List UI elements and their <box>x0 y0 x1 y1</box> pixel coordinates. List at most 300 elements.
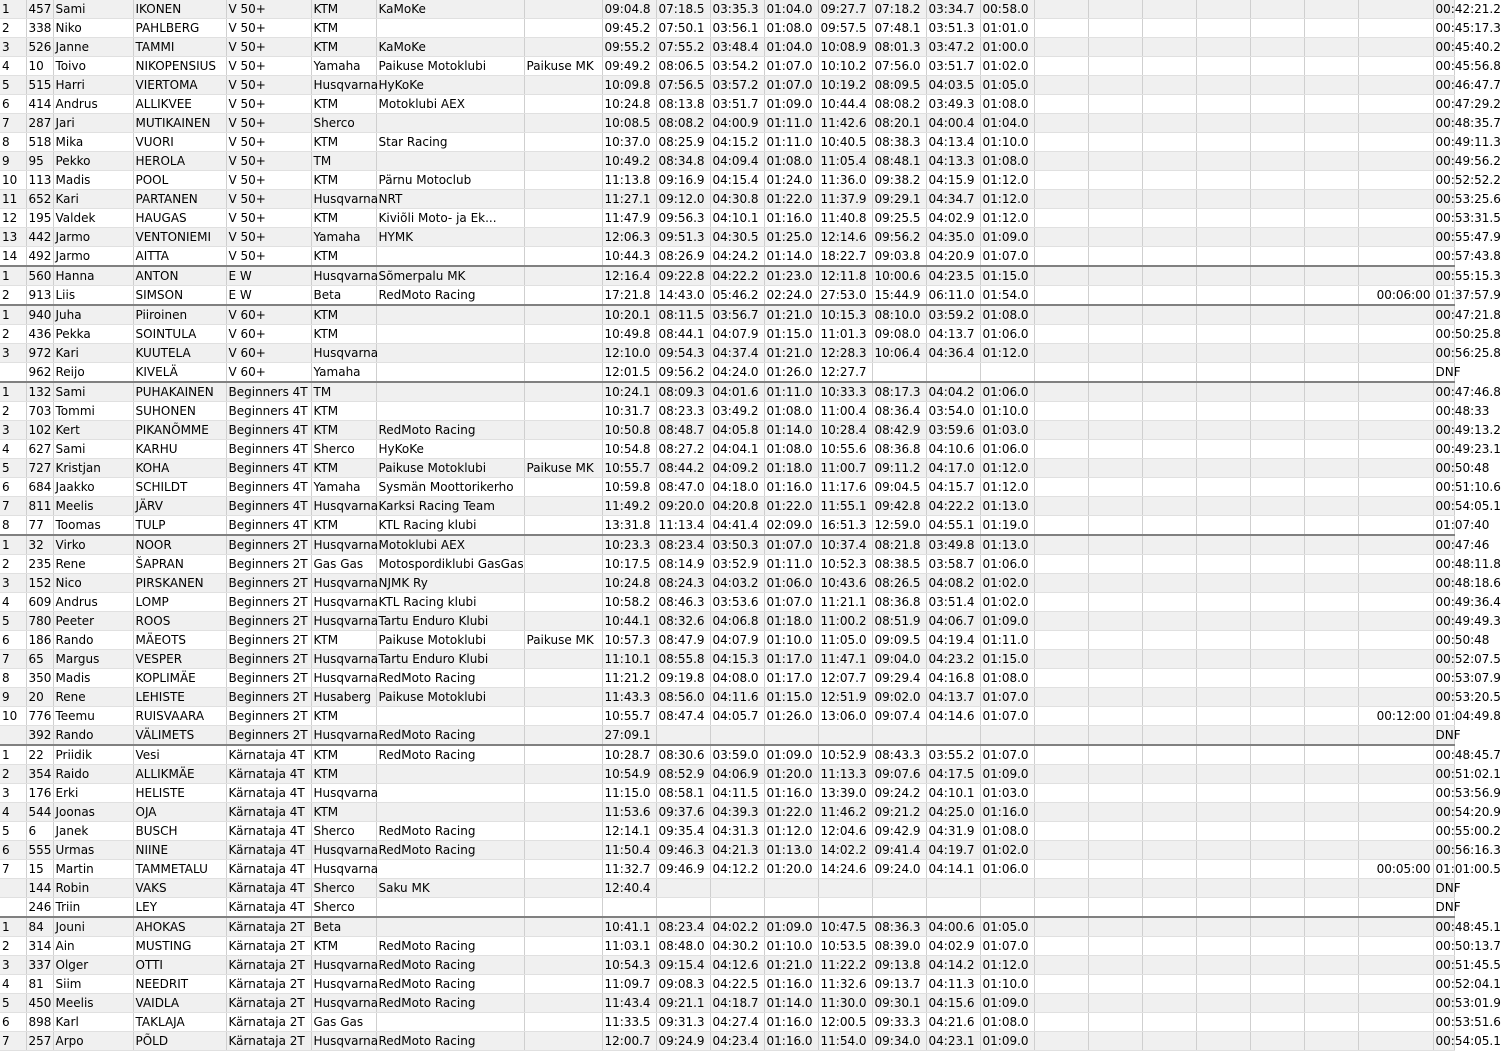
class-cell: V 50+ <box>226 209 311 228</box>
empty-cell <box>1034 114 1088 133</box>
lap-time-cell: 01:03.0 <box>980 421 1034 440</box>
position-cell: 7 <box>0 114 26 133</box>
lap-time-cell: 03:48.4 <box>710 38 764 57</box>
empty-cell <box>1196 478 1250 497</box>
last-name-cell: HEROLA <box>133 152 226 171</box>
lap-time-cell: 09:02.0 <box>872 688 926 707</box>
lap-time-cell: 01:04.0 <box>980 114 1034 133</box>
lap-time-cell: 10:54.3 <box>602 956 656 975</box>
first-name-cell: Valdek <box>53 209 133 228</box>
empty-cell <box>1196 555 1250 574</box>
lap-time-cell: 08:20.1 <box>872 114 926 133</box>
total-time-cell: 00:53:56.9 <box>1433 784 1454 803</box>
lap-time-cell: 01:07.0 <box>980 745 1034 765</box>
club-short-cell <box>524 497 602 516</box>
lap-time-cell: 04:10.1 <box>710 209 764 228</box>
lap-time-cell: 01:13.0 <box>980 535 1034 555</box>
empty-cell <box>1088 879 1142 898</box>
first-name-cell: Triin <box>53 898 133 918</box>
class-cell: V 50+ <box>226 228 311 247</box>
empty-cell <box>1304 650 1358 669</box>
lap-time-cell: 04:10.6 <box>926 440 980 459</box>
position-cell: 4 <box>0 593 26 612</box>
lap-time-cell: 01:16.0 <box>764 1032 818 1051</box>
club-cell: Motospordiklubi GasGas <box>376 555 524 574</box>
club-short-cell <box>524 247 602 267</box>
penalty-cell <box>1358 574 1433 593</box>
lap-time-cell: 07:18.5 <box>656 0 710 19</box>
lap-time-cell: 04:15.3 <box>710 650 764 669</box>
lap-time-cell: 10:28.7 <box>602 745 656 765</box>
club-cell: HYMK <box>376 228 524 247</box>
lap-time-cell: 01:15.0 <box>980 266 1034 286</box>
class-cell: Beginners 2T <box>226 535 311 555</box>
empty-cell <box>1034 95 1088 114</box>
empty-cell <box>1196 497 1250 516</box>
club-cell: RedMoto Racing <box>376 841 524 860</box>
last-name-cell: JÄRV <box>133 497 226 516</box>
empty-cell <box>1196 650 1250 669</box>
empty-cell <box>1088 497 1142 516</box>
empty-cell <box>1142 95 1196 114</box>
lap-time-cell: 11:33.5 <box>602 1013 656 1032</box>
lap-time-cell: 11:46.2 <box>818 803 872 822</box>
empty-cell <box>1034 266 1088 286</box>
table-row <box>0 726 1454 746</box>
lap-time-cell: 01:10.0 <box>764 631 818 650</box>
lap-time-cell: 04:13.3 <box>926 152 980 171</box>
position-cell: 5 <box>0 822 26 841</box>
last-name-cell: KOHA <box>133 459 226 478</box>
first-name-cell: Mika <box>53 133 133 152</box>
empty-cell <box>1034 382 1088 402</box>
lap-time-cell: 11:21.1 <box>818 593 872 612</box>
empty-cell <box>1250 650 1304 669</box>
total-time-cell: 00:48:11.8 <box>1433 555 1454 574</box>
motorcycle-cell: Sherco <box>311 822 376 841</box>
empty-cell <box>1304 286 1358 306</box>
empty-cell <box>1196 305 1250 325</box>
lap-time-cell: 01:07.0 <box>764 535 818 555</box>
lap-time-cell: 11:49.2 <box>602 497 656 516</box>
lap-time-cell: 01:01.0 <box>980 19 1034 38</box>
empty-cell <box>1142 1013 1196 1032</box>
lap-time-cell: 09:04.0 <box>872 650 926 669</box>
lap-time-cell: 03:56.1 <box>710 19 764 38</box>
empty-cell <box>1034 841 1088 860</box>
motorcycle-cell: KTM <box>311 803 376 822</box>
lap-time-cell: 09:42.8 <box>872 497 926 516</box>
table-row <box>0 1013 1454 1032</box>
empty-cell <box>1034 459 1088 478</box>
lap-time-cell: 08:08.2 <box>656 114 710 133</box>
lap-time-cell: 01:03.0 <box>980 784 1034 803</box>
empty-cell <box>1034 707 1088 726</box>
lap-time-cell: 10:58.2 <box>602 593 656 612</box>
lap-time-cell: 10:57.3 <box>602 631 656 650</box>
motorcycle-cell: KTM <box>311 133 376 152</box>
empty-cell <box>1142 535 1196 555</box>
lap-time-cell: 10:00.6 <box>872 266 926 286</box>
empty-cell <box>1088 1013 1142 1032</box>
empty-cell <box>1142 76 1196 95</box>
empty-cell <box>1088 171 1142 190</box>
total-time-cell: 00:45:40.2 <box>1433 38 1454 57</box>
lap-time-cell: 04:02.2 <box>710 917 764 937</box>
lap-time-cell: 01:08.0 <box>980 152 1034 171</box>
lap-time-cell: 03:59.0 <box>710 745 764 765</box>
lap-time-cell <box>980 898 1034 918</box>
empty-cell <box>1250 325 1304 344</box>
lap-time-cell <box>818 879 872 898</box>
lap-time-cell: 09:25.5 <box>872 209 926 228</box>
lap-time-cell: 08:44.2 <box>656 459 710 478</box>
first-name-cell: Rene <box>53 688 133 707</box>
first-name-cell: Kari <box>53 190 133 209</box>
class-cell: V 50+ <box>226 114 311 133</box>
empty-cell <box>1088 688 1142 707</box>
last-name-cell: OTTI <box>133 956 226 975</box>
lap-time-cell: 04:17.5 <box>926 765 980 784</box>
total-time-cell: 00:42:21.2 <box>1433 0 1454 19</box>
penalty-cell <box>1358 803 1433 822</box>
lap-time-cell: 01:12.0 <box>980 190 1034 209</box>
lap-time-cell: 04:27.4 <box>710 1013 764 1032</box>
start-number-cell: 314 <box>26 937 53 956</box>
table-row <box>0 305 1454 325</box>
empty-cell <box>1304 305 1358 325</box>
class-cell: Beginners 4T <box>226 516 311 536</box>
table-row <box>0 0 1454 19</box>
first-name-cell: Madis <box>53 669 133 688</box>
last-name-cell: LEHISTE <box>133 688 226 707</box>
start-number-cell: 102 <box>26 421 53 440</box>
club-cell: RedMoto Racing <box>376 937 524 956</box>
empty-cell <box>1142 669 1196 688</box>
total-time-cell: DNF <box>1433 879 1454 898</box>
penalty-cell <box>1358 669 1433 688</box>
club-cell <box>376 917 524 937</box>
class-cell: Kärnataja 2T <box>226 1032 311 1051</box>
position-cell <box>0 363 26 383</box>
start-number-cell: 354 <box>26 765 53 784</box>
total-time-cell: 00:48:45.1 <box>1433 917 1454 937</box>
last-name-cell: MÄEOTS <box>133 631 226 650</box>
empty-cell <box>1304 459 1358 478</box>
lap-time-cell: 08:38.5 <box>872 555 926 574</box>
start-number-cell: 940 <box>26 305 53 325</box>
club-short-cell <box>524 133 602 152</box>
empty-cell <box>1034 497 1088 516</box>
lap-time-cell: 07:55.2 <box>656 38 710 57</box>
lap-time-cell: 01:09.0 <box>980 1032 1034 1051</box>
start-number-cell: 627 <box>26 440 53 459</box>
table-row <box>0 497 1454 516</box>
empty-cell <box>1142 975 1196 994</box>
lap-time-cell: 08:34.8 <box>656 152 710 171</box>
lap-time-cell: 01:11.0 <box>980 631 1034 650</box>
empty-cell <box>1088 76 1142 95</box>
penalty-cell <box>1358 765 1433 784</box>
empty-cell <box>1142 574 1196 593</box>
class-cell: Kärnataja 2T <box>226 937 311 956</box>
lap-time-cell: 04:03.2 <box>710 574 764 593</box>
lap-time-cell: 01:09.0 <box>764 745 818 765</box>
empty-cell <box>1250 898 1304 918</box>
first-name-cell: Toivo <box>53 57 133 76</box>
lap-time-cell: 10:55.7 <box>602 459 656 478</box>
start-number-cell: 555 <box>26 841 53 860</box>
lap-time-cell: 09:13.7 <box>872 975 926 994</box>
empty-cell <box>1142 57 1196 76</box>
position-cell: 1 <box>0 382 26 402</box>
motorcycle-cell: Sherco <box>311 879 376 898</box>
start-number-cell: 337 <box>26 956 53 975</box>
club-cell <box>376 247 524 267</box>
last-name-cell: LEY <box>133 898 226 918</box>
position-cell: 3 <box>0 574 26 593</box>
first-name-cell: Niko <box>53 19 133 38</box>
first-name-cell: Erki <box>53 784 133 803</box>
class-cell: V 50+ <box>226 57 311 76</box>
motorcycle-cell: KTM <box>311 0 376 19</box>
lap-time-cell: 09:56.2 <box>872 228 926 247</box>
table-row <box>0 612 1454 631</box>
class-cell: Kärnataja 2T <box>226 975 311 994</box>
empty-cell <box>1196 209 1250 228</box>
penalty-cell <box>1358 305 1433 325</box>
club-cell: Pärnu Motoclub <box>376 171 524 190</box>
empty-cell <box>1088 745 1142 765</box>
club-cell <box>376 325 524 344</box>
class-cell: V 50+ <box>226 95 311 114</box>
club-short-cell: Paikuse MK <box>524 57 602 76</box>
empty-cell <box>1142 344 1196 363</box>
table-row <box>0 266 1454 286</box>
penalty-cell <box>1358 421 1433 440</box>
penalty-cell <box>1358 152 1433 171</box>
lap-time-cell: 08:17.3 <box>872 382 926 402</box>
club-short-cell <box>524 574 602 593</box>
empty-cell <box>1142 860 1196 879</box>
class-cell: V 50+ <box>226 0 311 19</box>
motorcycle-cell: Husqvarna <box>311 975 376 994</box>
lap-time-cell: 09:16.9 <box>656 171 710 190</box>
last-name-cell: NOOR <box>133 535 226 555</box>
motorcycle-cell: KTM <box>311 38 376 57</box>
lap-time-cell: 14:24.6 <box>818 860 872 879</box>
lap-time-cell: 09:13.8 <box>872 956 926 975</box>
empty-cell <box>1142 822 1196 841</box>
empty-cell <box>1034 879 1088 898</box>
empty-cell <box>1142 209 1196 228</box>
table-row <box>0 171 1454 190</box>
lap-time-cell: 03:59.2 <box>926 305 980 325</box>
empty-cell <box>1142 994 1196 1013</box>
empty-cell <box>1250 956 1304 975</box>
empty-cell <box>1196 956 1250 975</box>
empty-cell <box>1088 133 1142 152</box>
empty-cell <box>1304 344 1358 363</box>
lap-time-cell: 04:11.5 <box>710 784 764 803</box>
lap-time-cell: 11:55.1 <box>818 497 872 516</box>
lap-time-cell: 01:16.0 <box>764 784 818 803</box>
lap-time-cell: 08:24.3 <box>656 574 710 593</box>
lap-time-cell: 09:03.8 <box>872 247 926 267</box>
first-name-cell: Meelis <box>53 497 133 516</box>
last-name-cell: MUTIKAINEN <box>133 114 226 133</box>
position-cell: 4 <box>0 440 26 459</box>
empty-cell <box>1196 38 1250 57</box>
penalty-cell <box>1358 363 1433 383</box>
table-row <box>0 114 1454 133</box>
empty-cell <box>1088 190 1142 209</box>
club-cell: Motoklubi AEX <box>376 95 524 114</box>
penalty-cell <box>1358 497 1433 516</box>
total-time-cell: 00:56:25.8 <box>1433 344 1454 363</box>
club-short-cell <box>524 994 602 1013</box>
lap-time-cell: 11:43.4 <box>602 994 656 1013</box>
lap-time-cell: 01:02.0 <box>980 841 1034 860</box>
penalty-cell <box>1358 879 1433 898</box>
empty-cell <box>1034 325 1088 344</box>
total-time-cell: 00:55:47.9 <box>1433 228 1454 247</box>
empty-cell <box>1304 440 1358 459</box>
lap-time-cell: 11:53.6 <box>602 803 656 822</box>
lap-time-cell: 14:43.0 <box>656 286 710 306</box>
position-cell: 13 <box>0 228 26 247</box>
empty-cell <box>1196 574 1250 593</box>
class-cell: Kärnataja 2T <box>226 1013 311 1032</box>
start-number-cell: 560 <box>26 266 53 286</box>
position-cell: 8 <box>0 516 26 536</box>
lap-time-cell: 01:06.0 <box>980 860 1034 879</box>
lap-time-cell: 01:08.0 <box>764 152 818 171</box>
empty-cell <box>1034 344 1088 363</box>
lap-time-cell: 08:23.4 <box>656 917 710 937</box>
lap-time-cell: 04:24.2 <box>710 247 764 267</box>
empty-cell <box>1250 574 1304 593</box>
lap-time-cell: 04:21.3 <box>710 841 764 860</box>
empty-cell <box>1088 841 1142 860</box>
lap-time-cell: 03:49.3 <box>926 95 980 114</box>
empty-cell <box>1250 95 1304 114</box>
class-cell: Beginners 4T <box>226 459 311 478</box>
lap-time-cell: 01:16.0 <box>764 1013 818 1032</box>
table-row <box>0 765 1454 784</box>
empty-cell <box>1196 841 1250 860</box>
class-cell: Kärnataja 4T <box>226 803 311 822</box>
lap-time-cell: 12:40.4 <box>602 879 656 898</box>
start-number-cell: 962 <box>26 363 53 383</box>
class-cell: V 50+ <box>226 38 311 57</box>
lap-time-cell: 11:00.2 <box>818 612 872 631</box>
motorcycle-cell: Husaberg <box>311 688 376 707</box>
table-row <box>0 382 1454 402</box>
club-short-cell: Paikuse MK <box>524 459 602 478</box>
lap-time-cell: 01:00.0 <box>980 38 1034 57</box>
penalty-cell <box>1358 325 1433 344</box>
empty-cell <box>1034 0 1088 19</box>
lap-time-cell: 03:34.7 <box>926 0 980 19</box>
position-cell: 3 <box>0 784 26 803</box>
penalty-cell <box>1358 516 1433 536</box>
lap-time-cell: 27:53.0 <box>818 286 872 306</box>
empty-cell <box>1034 209 1088 228</box>
lap-time-cell: 10:37.0 <box>602 133 656 152</box>
last-name-cell: TAKLAJA <box>133 1013 226 1032</box>
penalty-cell <box>1358 114 1433 133</box>
lap-time-cell: 10:52.3 <box>818 555 872 574</box>
class-cell: V 60+ <box>226 344 311 363</box>
empty-cell <box>1250 937 1304 956</box>
position-cell: 1 <box>0 305 26 325</box>
first-name-cell: Andrus <box>53 593 133 612</box>
motorcycle-cell: KTM <box>311 95 376 114</box>
total-time-cell: 00:48:35.7 <box>1433 114 1454 133</box>
lap-time-cell: 04:01.6 <box>710 382 764 402</box>
empty-cell <box>1034 726 1088 746</box>
lap-time-cell: 04:10.1 <box>926 784 980 803</box>
empty-cell <box>1142 305 1196 325</box>
motorcycle-cell: Husqvarna <box>311 266 376 286</box>
first-name-cell: Sami <box>53 0 133 19</box>
last-name-cell: IKONEN <box>133 0 226 19</box>
class-cell: Beginners 2T <box>226 574 311 593</box>
lap-time-cell: 09:49.2 <box>602 57 656 76</box>
lap-time-cell <box>710 898 764 918</box>
empty-cell <box>1034 1032 1088 1051</box>
club-short-cell <box>524 707 602 726</box>
table-row <box>0 669 1454 688</box>
club-cell <box>376 382 524 402</box>
empty-cell <box>1196 190 1250 209</box>
position-cell: 2 <box>0 402 26 421</box>
lap-time-cell: 08:36.4 <box>872 402 926 421</box>
lap-time-cell: 08:48.7 <box>656 421 710 440</box>
lap-time-cell: 08:10.0 <box>872 305 926 325</box>
empty-cell <box>1142 402 1196 421</box>
lap-time-cell: 12:28.3 <box>818 344 872 363</box>
lap-time-cell: 10:08.5 <box>602 114 656 133</box>
club-cell: RedMoto Racing <box>376 1032 524 1051</box>
club-short-cell <box>524 822 602 841</box>
empty-cell <box>1142 190 1196 209</box>
lap-time-cell: 01:18.0 <box>764 612 818 631</box>
empty-cell <box>1142 555 1196 574</box>
table-row <box>0 1032 1454 1051</box>
start-number-cell: 287 <box>26 114 53 133</box>
table-row <box>0 803 1454 822</box>
last-name-cell: PARTANEN <box>133 190 226 209</box>
lap-time-cell: 11:40.8 <box>818 209 872 228</box>
first-name-cell: Sami <box>53 382 133 402</box>
last-name-cell: ALLIKVEE <box>133 95 226 114</box>
motorcycle-cell: Husqvarna <box>311 76 376 95</box>
empty-cell <box>1250 1013 1304 1032</box>
empty-cell <box>1088 994 1142 1013</box>
start-number-cell: 65 <box>26 650 53 669</box>
lap-time-cell: 01:14.0 <box>764 421 818 440</box>
empty-cell <box>1250 669 1304 688</box>
empty-cell <box>1196 765 1250 784</box>
lap-time-cell: 01:13.0 <box>764 841 818 860</box>
empty-cell <box>1250 975 1304 994</box>
empty-cell <box>1088 822 1142 841</box>
empty-cell <box>1142 745 1196 765</box>
lap-time-cell: 07:56.5 <box>656 76 710 95</box>
empty-cell <box>1088 95 1142 114</box>
